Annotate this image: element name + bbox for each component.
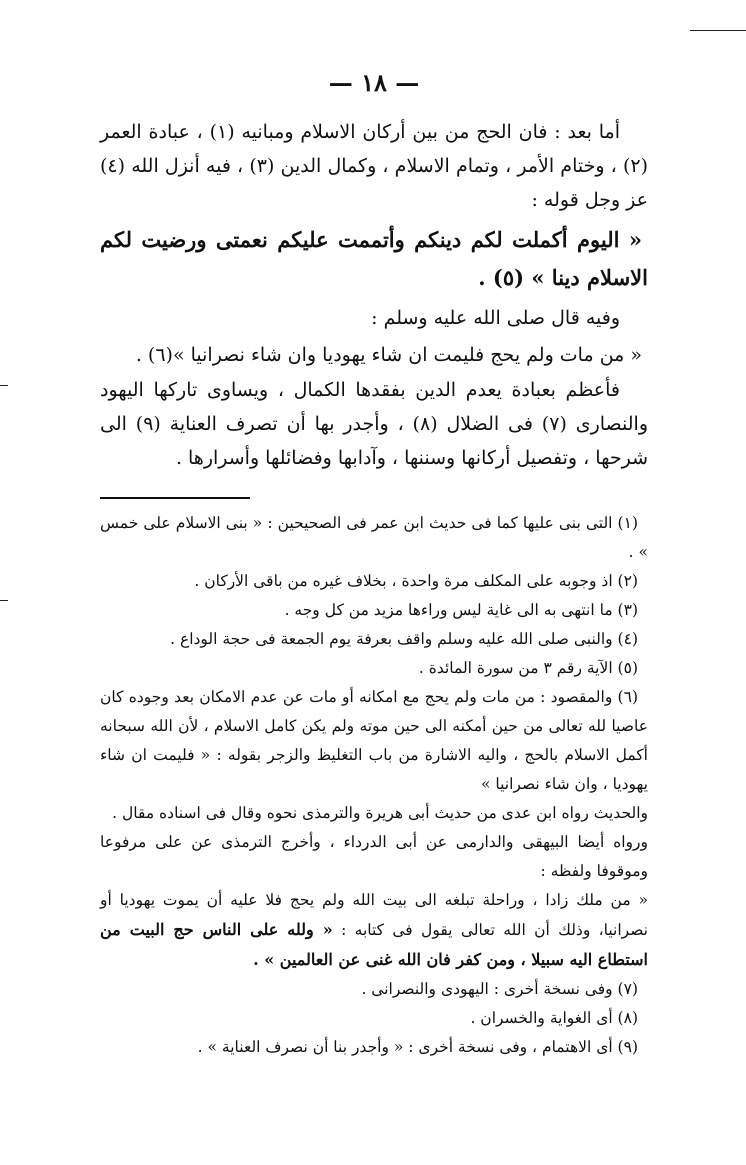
footnote-9: (٩) أى الاهتمام ، وفى نسخة أخرى : « وأجدر بنا أن نصرف العناية » .	[197, 1038, 638, 1056]
top-edge-rule	[690, 30, 746, 31]
footnote-separator	[100, 475, 648, 509]
footnote-8: (٨) أى الغواية والخسران .	[470, 1009, 638, 1027]
footnote-4: (٤) والنبى صلى الله عليه وسلم واقف بعرفة يوم الجمعة فى حجة الوداع .	[170, 630, 638, 648]
hadith-intro: وفيه قال صلى الله عليه وسلم :	[371, 307, 620, 329]
book-page	[100, 68, 648, 1062]
hadith-quote: « من مات ولم يحج فليمت ان شاء يهوديا وان شاء نصرانيا »(٦) .	[135, 344, 642, 366]
footnote-1: (١) التى بنى عليها كما فى حديث ابن عمر فى الصحيحين : « بنى الاسلام على خمس » .	[100, 514, 648, 561]
body-paragraph-conclusion: فأعظم بعبادة يعدم الدين بفقدها الكمال ، ويساوى تاركها اليهود والنصارى (٧) فى الضلال (٨) ، وأجدر بها أن تصرف العناية (٩) الى شرحها ، وتفصيل أركانها وسننها ، وآدابها وفضائلها وأسرارها .	[100, 379, 648, 469]
footnote-5: (٥) الآية رقم ٣ من سورة المائدة .	[418, 659, 638, 677]
scan-edge-mark	[0, 385, 8, 386]
footnote-3: (٣) ما انتهى به الى غاية ليس وراءها مزيد من كل وجه .	[284, 601, 638, 619]
footnote-7: (٧) وفى نسخة أخرى : اليهودى والنصرانى .	[361, 980, 638, 998]
footnote-6-other-narrations: ورواه أيضا البيهقى والدارمى عن أبى الدرداء ، وأخرج الترمذى عن على مرفوعا وموقوفا ولفظه :	[100, 833, 648, 880]
scan-edge-mark	[0, 600, 8, 601]
quran-verse: « اليوم أكملت لكم دينكم وأتممت عليكم نعمتى ورضيت لكم الاسلام دينا » (٥) .	[100, 227, 648, 290]
page-number: — ١٨ —	[328, 68, 420, 97]
body-paragraph-intro: أما بعد : فان الحج من بين أركان الاسلام ومبانيه (١) ، عبادة العمر (٢) ، وختام الأمر ، وتمام الاسلام ، وكمال الدين (٣) ، فيه أنزل الله (٤) عز وجل قوله :	[100, 121, 648, 211]
footnotes	[100, 509, 648, 1062]
footnote-6-hadith-prose: « من ملك زادا ، وراحلة تبلغه الى بيت الله ولم يحج فلا عليه أن يموت يهوديا أو نصرانيا، وذلك أن الله تعالى يقول فى كتابه :	[100, 891, 648, 939]
footnote-6-quran-verse: « ولله على الناس حج البيت من استطاع اليه سبيلا ، ومن كفر فان الله غنى عن العالمين » .	[100, 920, 648, 969]
footnote-2: (٢) اذ وجوبه على المكلف مرة واحدة ، بخلاف غيره من باقى الأركان .	[194, 572, 638, 590]
footnote-6-hadith-text	[100, 886, 648, 975]
footnote-6: (٦) والمقصود : من مات ولم يحج مع امكانه أو مات عن عدم الامكان بعد وجوده كان عاصيا لله تعالى من حين أمكنه الى حين موته ولم يكن كامل الاسلام ، لأن الله سبحانه أكمل الاسلام بالحج ، واليه الاشارة من باب التغليظ والزجر بقوله : « فليمت ان شاء يهوديا ، وان شاء نصرانيا »	[100, 688, 648, 793]
footnote-6-hadith-source: والحديث رواه ابن عدى من حديث أبى هريرة والترمذى نحوه وقال فى اسناده مقال .	[112, 804, 648, 822]
